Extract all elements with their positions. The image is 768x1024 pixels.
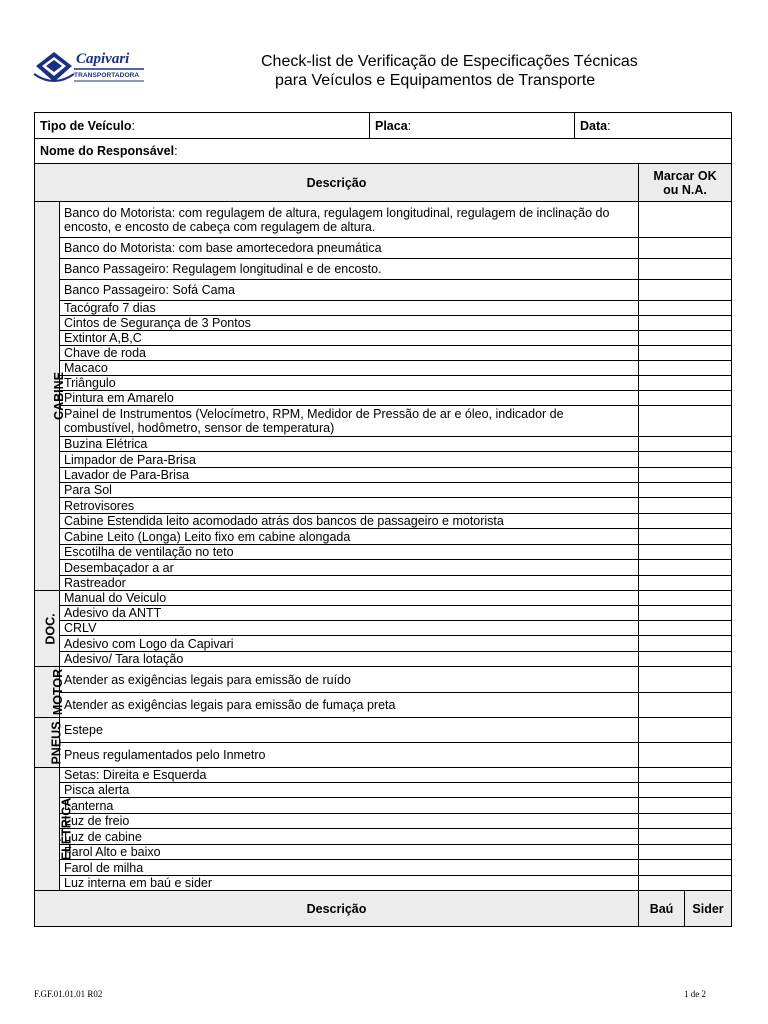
mark-cell[interactable] bbox=[639, 514, 732, 529]
section-eletrica: ELÉTRICA bbox=[35, 768, 60, 891]
placa-colon: : bbox=[407, 118, 412, 133]
mark-cell[interactable] bbox=[639, 331, 732, 346]
mark-cell[interactable] bbox=[639, 301, 732, 316]
tipo-veiculo-label: Tipo de Veículo bbox=[40, 118, 132, 133]
title-line-2: para Veículos e Equipamentos de Transporte bbox=[275, 72, 596, 89]
checklist-item: Banco Passageiro: Regulagem longitudinal e de encosto. bbox=[60, 259, 639, 280]
checklist-item: Tacógrafo 7 dias bbox=[60, 301, 639, 316]
mark-cell[interactable] bbox=[639, 693, 732, 718]
data-label: Data bbox=[580, 118, 608, 133]
mark-cell[interactable] bbox=[639, 437, 732, 452]
mark-cell[interactable] bbox=[639, 652, 732, 667]
placa-label: Placa bbox=[375, 118, 408, 133]
responsavel-colon: : bbox=[174, 144, 178, 158]
checklist-item: Extintor A,B,C bbox=[60, 331, 639, 346]
responsavel-label: Nome do Responsável bbox=[40, 144, 175, 158]
checklist-item: Cintos de Segurança de 3 Pontos bbox=[60, 316, 639, 331]
checklist-item: CRLV bbox=[60, 621, 639, 636]
mark-cell[interactable] bbox=[639, 259, 732, 280]
page-title bbox=[261, 52, 638, 90]
bau-header: Baú bbox=[639, 891, 685, 927]
checklist-item: Painel de Instrumentos (Velocímetro, RPM, Medidor de Pressão de ar e óleo, indicador de combustível, hodômetro, sensor de temperatura) bbox=[60, 406, 639, 437]
checklist-item: Adesivo/ Tara lotação bbox=[60, 652, 639, 667]
mark-cell[interactable] bbox=[639, 452, 732, 468]
mark-cell[interactable] bbox=[639, 621, 732, 636]
mark-cell[interactable] bbox=[639, 361, 732, 376]
checklist-item: Pintura em Amarelo bbox=[60, 391, 639, 406]
checklist-item: Para Sol bbox=[60, 483, 639, 498]
tipo-veiculo-cell[interactable] bbox=[35, 113, 370, 139]
mark-cell[interactable] bbox=[639, 391, 732, 406]
responsavel-cell[interactable] bbox=[35, 139, 732, 164]
mark-cell[interactable] bbox=[639, 238, 732, 259]
marcar-header-line-1: Marcar OK bbox=[653, 168, 717, 183]
checklist-item: Pisca alerta bbox=[60, 783, 639, 798]
mark-cell[interactable] bbox=[639, 545, 732, 560]
mark-cell[interactable] bbox=[639, 376, 732, 391]
section-pneus: PNEUS bbox=[35, 718, 60, 768]
mark-cell[interactable] bbox=[639, 743, 732, 768]
data-cell[interactable] bbox=[575, 113, 732, 139]
mark-cell[interactable] bbox=[639, 346, 732, 361]
mark-cell[interactable] bbox=[639, 280, 732, 301]
checklist-item: Limpador de Para-Brisa bbox=[60, 452, 639, 468]
checklist-item: Rastreador bbox=[60, 576, 639, 591]
checklist-item: Cabine Leito (Longa) Leito fixo em cabine alongada bbox=[60, 529, 639, 545]
checklist-item: Chave de roda bbox=[60, 346, 639, 361]
checklist-item: Adesivo da ANTT bbox=[60, 606, 639, 621]
checklist-item: Lavador de Para-Brisa bbox=[60, 468, 639, 483]
checklist-item: Estepe bbox=[60, 718, 639, 743]
mark-cell[interactable] bbox=[639, 576, 732, 591]
mark-cell[interactable] bbox=[639, 468, 732, 483]
mark-cell[interactable] bbox=[639, 560, 732, 576]
form-code: F.GF.01.01.01 R02 bbox=[34, 989, 103, 999]
checklist-item: Manual do Veiculo bbox=[60, 591, 639, 606]
checklist-item: Banco do Motorista: com base amortecedora pneumática bbox=[60, 238, 639, 259]
checklist-item: Setas: Direita e Esquerda bbox=[60, 768, 639, 783]
mark-cell[interactable] bbox=[639, 860, 732, 876]
logo-subtitle: TRANSPORTADORA bbox=[74, 72, 140, 79]
mark-cell[interactable] bbox=[639, 483, 732, 498]
placa-cell[interactable] bbox=[370, 113, 575, 139]
marcar-header bbox=[639, 164, 732, 202]
checklist-item: Luz interna em baú e sider bbox=[60, 876, 639, 891]
section-motor: MOTOR bbox=[35, 667, 60, 718]
page-number: 1 de 2 bbox=[684, 989, 706, 999]
checklist-item: Cabine Estendida leito acomodado atrás dos bancos de passageiro e motorista bbox=[60, 514, 639, 529]
section-cabine: CABINE bbox=[35, 202, 60, 591]
data-colon: : bbox=[607, 118, 611, 133]
checklist-item: Luz de cabine bbox=[60, 829, 639, 845]
checklist-item: Atender as exigências legais para emissão de fumaça preta bbox=[60, 693, 639, 718]
mark-cell[interactable] bbox=[639, 845, 732, 860]
mark-cell[interactable] bbox=[639, 667, 732, 693]
checklist-table bbox=[34, 163, 732, 927]
capivari-logo bbox=[34, 48, 146, 90]
page-header bbox=[0, 0, 768, 105]
checklist-item: Luz de freio bbox=[60, 814, 639, 829]
mark-cell[interactable] bbox=[639, 591, 732, 606]
checklist-item: Escotilha de ventilação no teto bbox=[60, 545, 639, 560]
checklist-item: Macaco bbox=[60, 361, 639, 376]
checklist-item: Retrovisores bbox=[60, 498, 639, 514]
mark-cell[interactable] bbox=[639, 814, 732, 829]
vehicle-info-form bbox=[34, 112, 732, 164]
section-doc: DOC. bbox=[35, 591, 60, 667]
checklist-item: Banco do Motorista: com regulagem de altura, regulagem longitudinal, regulagem de inclinação do encosto, e encosto de cabeça com regulagem de altura. bbox=[60, 202, 639, 238]
mark-cell[interactable] bbox=[639, 768, 732, 783]
logo-name: Capivari bbox=[76, 51, 130, 67]
title-line-1: Check-list de Verificação de Especificações Técnicas bbox=[261, 53, 638, 70]
mark-cell[interactable] bbox=[639, 876, 732, 891]
checklist-item: Pneus regulamentados pelo Inmetro bbox=[60, 743, 639, 768]
checklist-item: Adesivo com Logo da Capivari bbox=[60, 636, 639, 652]
descricao-header: Descrição bbox=[35, 164, 639, 202]
checklist-item: Triângulo bbox=[60, 376, 639, 391]
mark-cell[interactable] bbox=[639, 606, 732, 621]
checklist-item: Atender as exigências legais para emissão de ruído bbox=[60, 667, 639, 693]
mark-cell[interactable] bbox=[639, 316, 732, 331]
mark-cell[interactable] bbox=[639, 529, 732, 545]
mark-cell[interactable] bbox=[639, 783, 732, 798]
checklist-item: Farol Alto e baixo bbox=[60, 845, 639, 860]
checklist-item: Banco Passageiro: Sofá Cama bbox=[60, 280, 639, 301]
sider-header: Sider bbox=[685, 891, 732, 927]
checklist-item: Farol de milha bbox=[60, 860, 639, 876]
mark-cell[interactable] bbox=[639, 636, 732, 652]
checklist-item: Lanterna bbox=[60, 798, 639, 814]
marcar-header-line-2: ou N.A. bbox=[663, 182, 707, 197]
mark-cell[interactable] bbox=[639, 406, 732, 437]
checklist-item: Desembaçador a ar bbox=[60, 560, 639, 576]
mark-cell[interactable] bbox=[639, 718, 732, 743]
mark-cell[interactable] bbox=[639, 829, 732, 845]
mark-cell[interactable] bbox=[639, 498, 732, 514]
checklist-item: Buzina Elétrica bbox=[60, 437, 639, 452]
mark-cell[interactable] bbox=[639, 798, 732, 814]
descricao-footer-header: Descrição bbox=[35, 891, 639, 927]
mark-cell[interactable] bbox=[639, 202, 732, 238]
tipo-colon: : bbox=[131, 118, 135, 133]
